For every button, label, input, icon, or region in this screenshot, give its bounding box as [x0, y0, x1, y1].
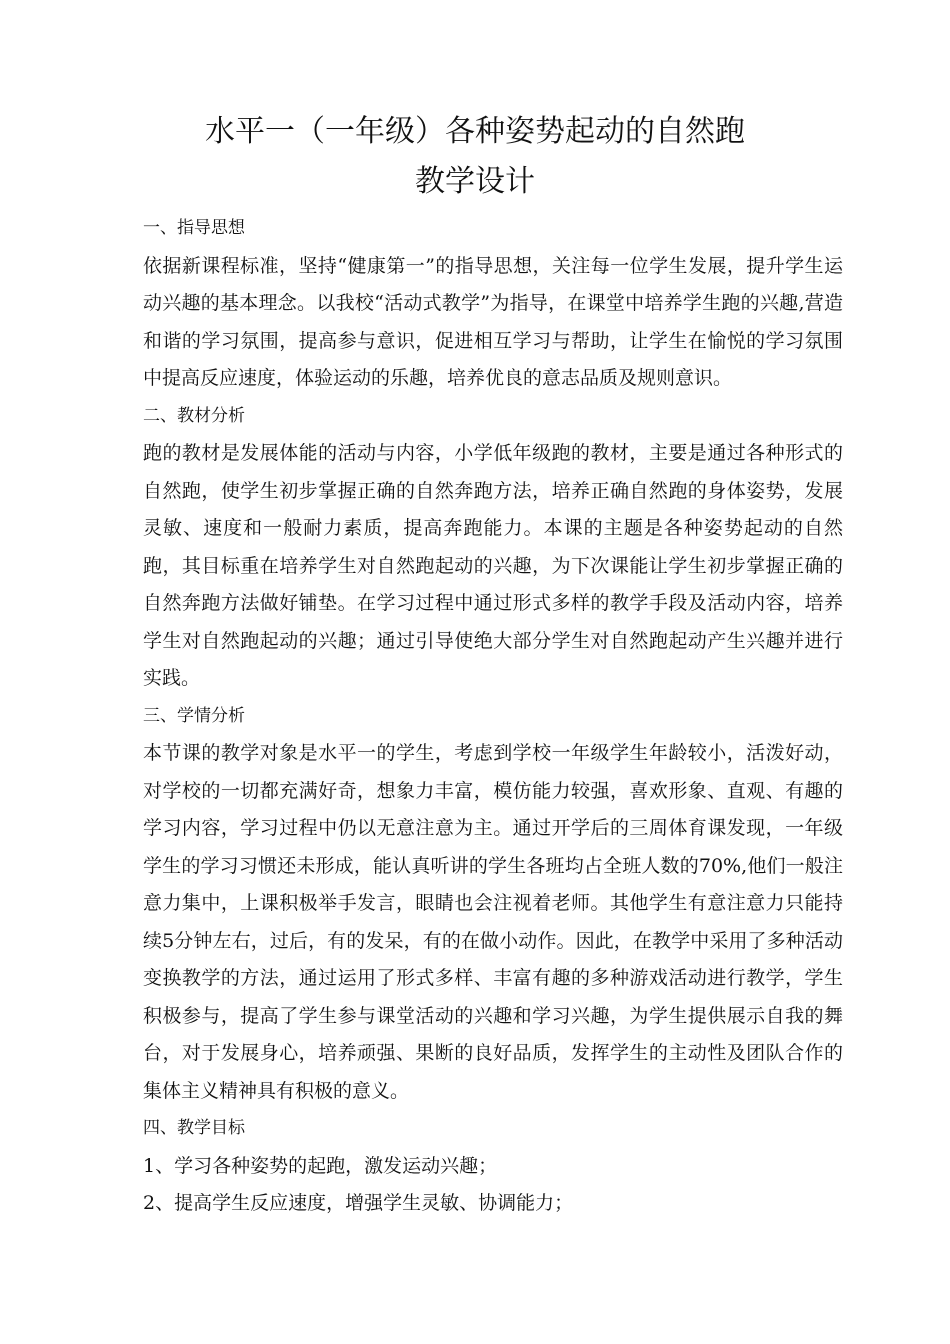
objective-item-1: 1、学习各种姿势的起跑，激发运动兴趣；	[143, 1154, 498, 1177]
objective-item-2: 2、提高学生反应速度，增强学生灵敏、协调能力；	[143, 1192, 574, 1214]
document-subtitle: 教学设计	[415, 164, 535, 199]
section-heading-guiding-ideology: 一、指导思想	[143, 218, 245, 238]
section-heading-student-analysis: 三、学情分析	[143, 705, 245, 726]
section-body-student-analysis: 本节课的教学对象是水平一的学生，考虑到学校一年级学生年龄较小，活泼好动，对学校的一切都充满好奇，想象力丰富，模仿能力较强，喜欢形象、直观、有趣的学习内容，学习过程中仍以无意注意为主。通过开学后的三周体育课发现，一年级学生的学习习惯还未形成，能认真听讲的学生各班均占全班人数的70%,他们一般注意力集中，上课积极举手发言，眼睛也会注视着老师。其他学生有意注意力只能持续5分钟左右，过后，有的发呆，有的在做小动作。因此，在教学中采用了多种活动变换教学的方法，通过运用了形式多样、丰富有趣的多种游戏活动进行教学，学生积极参与，提高了学生参与课堂活动的兴趣和学习兴趣，为学生提供展示自我的舞台，对于发展身心，培养顽强、果断的良好品质，发挥学生的主动性及团队合作的集体主义精神具有积极的意义。	[143, 742, 843, 1102]
document-body	[143, 210, 843, 1223]
section-body-material-analysis: 跑的教材是发展体能的活动与内容，小学低年级跑的教材，主要是通过各种形式的自然跑，使学生初步掌握正确的自然奔跑方法，培养正确自然跑的身体姿势，发展灵敏、速度和一般耐力素质，提高奔跑能力。本课的主题是各种姿势起动的自然跑，其目标重在培养学生对自然跑起动的兴趣，为下次课能让学生初步掌握正确的自然奔跑方法做好铺垫。在学习过程中通过形式多样的教学手段及活动内容，培养学生对自然跑起动的兴趣；通过引导使绝大部分学生对自然跑起动产生兴趣并进行实践。	[143, 442, 843, 689]
section-heading-material-analysis: 二、教材分析	[143, 405, 245, 426]
document-title: 水平一（一年级）各种姿势起动的自然跑	[205, 114, 745, 149]
section-heading-teaching-objectives: 四、教学目标	[143, 1118, 245, 1138]
section-body-guiding-ideology: 依据新课程标准，坚持“健康第一”的指导思想，关注每一位学生发展，提升学生运动兴趣的基本理念。以我校“活动式教学”为指导，在课堂中培养学生跑的兴趣,营造和谐的学习氛围，提高参与意识，促进相互学习与帮助，让学生在愉悦的学习氛围中提高反应速度，体验运动的乐趣，培养优良的意志品质及规则意识。	[143, 254, 843, 389]
